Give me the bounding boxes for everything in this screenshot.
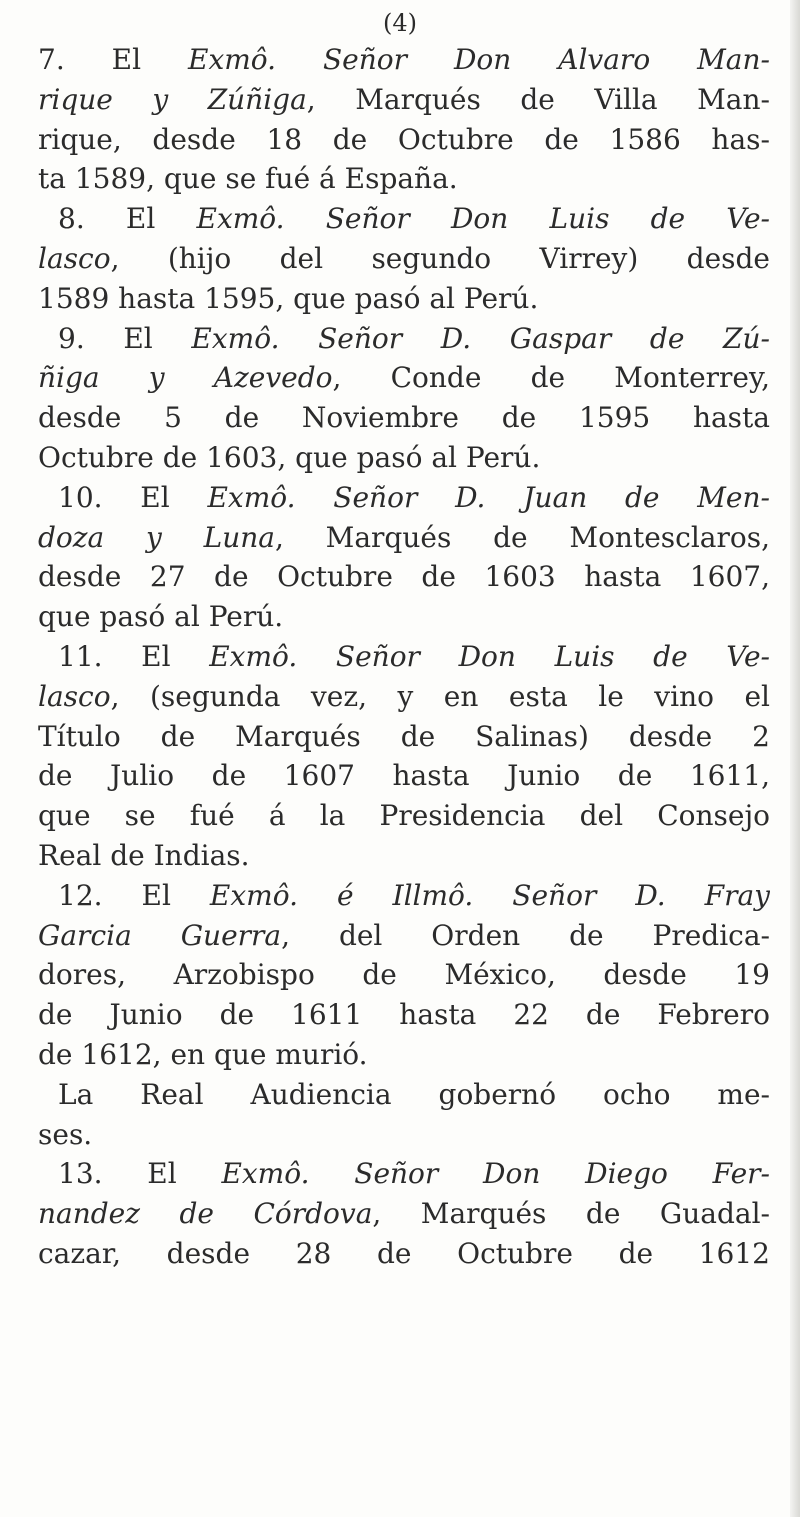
page-number: (4) (383, 9, 417, 37)
italic-name-segment: Exmô. Señor D. Juan de Men- (207, 480, 770, 514)
text-segment: 9. El (58, 321, 192, 355)
text-line (38, 518, 770, 558)
text-segment: Octubre de 1603, que pasó al Perú. (38, 440, 541, 474)
text-segment: , (segunda vez, y en esta le vino el (110, 679, 770, 713)
italic-name-segment: lasco (38, 241, 111, 275)
text-segment: de Julio de 1607 hasta Junio de 1611, (38, 759, 770, 793)
text-line (38, 1154, 770, 1194)
text-segment: que pasó al Perú. (38, 600, 284, 634)
text-segment: , Marqués de Montesclaros, (274, 520, 770, 554)
italic-name-segment: doza y Luna (38, 520, 275, 554)
text-segment: , Conde de Monterrey, (332, 361, 770, 395)
text-line (38, 597, 770, 637)
text-line (38, 1234, 770, 1274)
italic-name-segment: Exmô. Señor Don Alvaro Man- (188, 43, 770, 76)
text-line (38, 796, 770, 836)
text-segment: de Junio de 1611 hasta 22 de Febrero (38, 998, 770, 1032)
text-segment: 10. El (58, 480, 208, 514)
text-segment: 7. El (38, 43, 188, 76)
text-line (38, 239, 770, 279)
text-line (38, 398, 770, 438)
italic-name-segment: Exmô. Señor Don Luis de Ve- (196, 202, 770, 236)
text-line (38, 995, 770, 1035)
text-segment: desde 5 de Noviembre de 1595 hasta (38, 401, 770, 435)
italic-name-segment: Exmô. é Illmô. Señor D. Fray (209, 878, 770, 912)
text-segment: ses. (38, 1117, 93, 1151)
text-line (38, 916, 770, 956)
text-line (38, 557, 770, 597)
text-segment: , (hijo del segundo Virrey) desde (110, 241, 770, 275)
text-segment: 8. El (58, 202, 197, 236)
text-line (38, 637, 770, 677)
text-line (38, 120, 770, 160)
text-segment: Título de Marqués de Salinas) desde 2 (38, 719, 770, 753)
italic-name-segment: Exmô. Señor D. Gaspar de Zú- (191, 321, 770, 355)
italic-name-segment: Garcia Guerra (38, 918, 282, 952)
text-segment: 1589 hasta 1595, que pasó al Perú. (38, 281, 539, 315)
text-segment: 13. El (58, 1157, 222, 1191)
text-line (38, 717, 770, 757)
text-line (38, 80, 770, 120)
text-segment: , Marqués de Villa Man- (306, 82, 770, 116)
text-line (38, 159, 770, 199)
text-segment: Real de Indias. (38, 838, 250, 872)
text-line (38, 756, 770, 796)
italic-name-segment: ñiga y Azevedo (38, 361, 333, 395)
text-line (38, 677, 770, 717)
text-line (38, 1194, 770, 1234)
text-line (38, 836, 770, 876)
text-segment: de 1612, en que murió. (38, 1037, 368, 1071)
text-segment: , Marqués de Guadal- (372, 1197, 770, 1231)
text-line (38, 876, 770, 916)
italic-name-segment: nandez de Córdova (38, 1197, 373, 1231)
text-line (38, 319, 770, 359)
body-text (38, 40, 770, 1274)
italic-name-segment: Exmô. Señor Don Luis de Ve- (209, 639, 770, 673)
text-line (38, 199, 770, 239)
text-line (38, 438, 770, 478)
text-segment: ta 1589, que se fué á España. (38, 162, 458, 196)
text-segment: desde 27 de Octubre de 1603 hasta 1607, (38, 560, 770, 594)
text-segment: que se fué á la Presidencia del Consejo (38, 799, 770, 833)
text-segment: 12. El (58, 878, 210, 912)
text-line (38, 1115, 770, 1155)
text-line (38, 279, 770, 319)
text-segment: La Real Audiencia gobernó ocho me- (58, 1077, 770, 1111)
text-line (38, 1075, 770, 1115)
text-segment: , del Orden de Predica- (281, 918, 770, 952)
text-segment: cazar, desde 28 de Octubre de 1612 (38, 1236, 770, 1270)
italic-name-segment: rique y Zúñiga (38, 82, 307, 116)
italic-name-segment: lasco (38, 679, 111, 713)
text-line (38, 1035, 770, 1075)
text-line (38, 955, 770, 995)
page-edge-shadow (790, 0, 800, 1517)
text-line (38, 40, 770, 80)
text-segment: rique, desde 18 de Octubre de 1586 has- (38, 122, 770, 156)
italic-name-segment: Exmô. Señor Don Diego Fer- (221, 1157, 770, 1191)
text-segment: dores, Arzobispo de México, desde 19 (38, 958, 770, 992)
text-segment: 11. El (58, 639, 210, 673)
text-line (38, 358, 770, 398)
text-line (38, 478, 770, 518)
